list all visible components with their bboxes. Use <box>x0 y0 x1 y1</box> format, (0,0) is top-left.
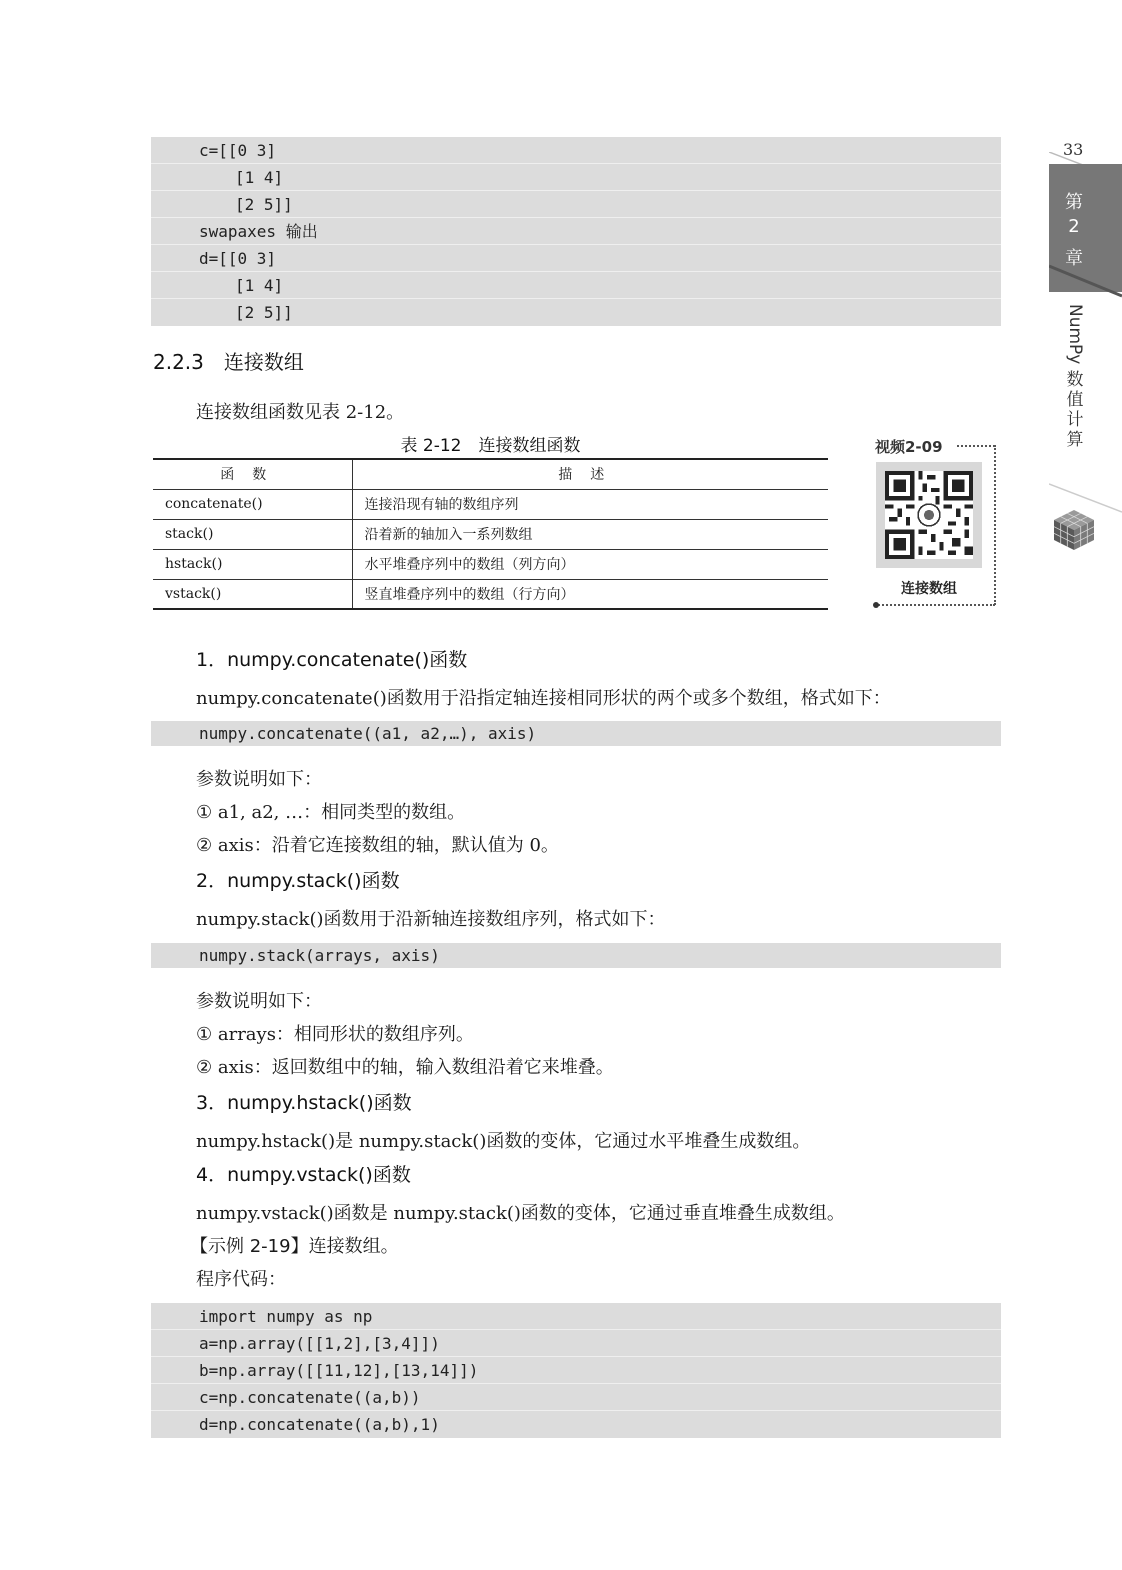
param-item: ② axis：沿着它连接数组的轴，默认值为 0。 <box>196 835 559 856</box>
paragraph: numpy.concatenate()函数用于沿指定轴连接相同形状的两个或多个数组，格式如下： <box>196 688 891 709</box>
code-line: b=np.array([[11,12],[13,14]]) <box>151 1357 1001 1384</box>
table-row <box>153 579 828 609</box>
table-cell-function: hstack() <box>153 549 352 579</box>
code-line: d=np.concatenate((a,b),1) <box>199 1415 440 1434</box>
code-block-example <box>151 1303 1001 1438</box>
table-cell-description: 水平堆叠序列中的数组（列方向） <box>352 549 828 579</box>
table-row <box>153 489 828 519</box>
table-header-function: 函数 <box>153 459 352 489</box>
subsection-heading-hstack: 3．numpy.hstack()函数 <box>196 1092 412 1114</box>
chapter-title-char: 数 <box>1066 370 1084 391</box>
code-block-concatenate-syntax <box>151 721 1001 746</box>
subsection-heading-concatenate: 1．numpy.concatenate()函数 <box>196 649 468 671</box>
table-cell-description: 沿着新的轴加入一系列数组 <box>352 519 828 549</box>
paragraph: numpy.hstack()是 numpy.stack()函数的变体，它通过水平堆叠生成数组。 <box>196 1131 811 1152</box>
param-item: ① arrays：相同形状的数组序列。 <box>196 1024 474 1045</box>
example-heading <box>190 1232 399 1258</box>
rubiks-cube-icon <box>1050 506 1098 554</box>
code-block-stack-syntax <box>151 943 1001 968</box>
code-block-swapaxes-output <box>151 137 1001 326</box>
chapter-title <box>1062 304 1088 450</box>
table-cell-function: vstack() <box>153 579 352 609</box>
table-cell-function: concatenate() <box>153 489 352 519</box>
chapter-char: 2 <box>1068 216 1080 237</box>
section-heading: 2.2.3 连接数组 <box>153 350 304 374</box>
code-line: a=np.array([[1,2],[3,4]]) <box>151 1330 1001 1357</box>
chapter-title-char: 值 <box>1066 390 1084 411</box>
video-qr-box[interactable] <box>873 436 998 608</box>
code-line: c=[[0 3] <box>151 137 1001 164</box>
video-caption: 连接数组 <box>901 581 957 597</box>
code-line: [1 4] <box>151 164 1001 191</box>
code-line: [2 5]] <box>235 303 293 322</box>
function-table <box>153 458 828 610</box>
dotted-border <box>994 445 996 605</box>
paragraph: numpy.stack()函数用于沿新轴连接数组序列，格式如下： <box>196 909 666 930</box>
subsection-heading-stack: 2．numpy.stack()函数 <box>196 870 400 892</box>
table-row <box>153 549 828 579</box>
param-item: ① a1, a2, …：相同类型的数组。 <box>196 802 466 823</box>
code-line: numpy.stack(arrays, axis) <box>199 946 440 965</box>
chapter-title-char: 算 <box>1066 430 1084 451</box>
dotted-border <box>875 604 995 606</box>
chapter-title-latin: NumPy <box>1065 304 1085 365</box>
table-row <box>153 519 828 549</box>
paragraph: numpy.vstack()函数是 numpy.stack()函数的变体，它通过垂直堆叠生成数组。 <box>196 1203 845 1224</box>
table-cell-description: 连接沿现有轴的数组序列 <box>352 489 828 519</box>
param-title: 参数说明如下： <box>196 769 322 790</box>
section-intro: 连接数组函数见表 2-12。 <box>196 402 405 423</box>
table-cell-function: stack() <box>153 519 352 549</box>
table-cell-description: 竖直堆叠序列中的数组（行方向） <box>364 586 575 603</box>
divider-line <box>1049 264 1122 298</box>
param-title: 参数说明如下： <box>196 991 322 1012</box>
dot-marker <box>873 602 879 608</box>
example-label: 【示例 2-19】 <box>190 1236 309 1257</box>
chapter-char: 第 <box>1065 192 1083 213</box>
table-caption: 表 2-12 连接数组函数 <box>400 436 581 456</box>
table-header-row <box>153 459 828 489</box>
video-label: 视频2-09 <box>875 438 943 456</box>
table-header-description: 描述 <box>352 459 828 489</box>
code-line: [1 4] <box>151 272 1001 299</box>
chapter-title-char: 计 <box>1066 410 1084 431</box>
code-line: numpy.concatenate((a1, a2,…), axis) <box>199 724 537 743</box>
subsection-heading-vstack: 4．numpy.vstack()函数 <box>196 1164 411 1186</box>
program-label: 程序代码： <box>196 1269 286 1290</box>
code-line: c=np.concatenate((a,b)) <box>151 1384 1001 1411</box>
example-text: 连接数组。 <box>308 1236 399 1257</box>
code-line: d=[[0 3] <box>151 245 1001 272</box>
chapter-char: 章 <box>1065 248 1083 269</box>
dotted-border <box>957 445 995 447</box>
qr-code-icon[interactable] <box>885 471 973 559</box>
code-line: swapaxes 输出 <box>151 218 1001 245</box>
code-line: import numpy as np <box>151 1303 1001 1330</box>
code-line: [2 5]] <box>151 191 1001 218</box>
page-number: 33 <box>1063 140 1084 159</box>
param-item: ② axis：返回数组中的轴，输入数组沿着它来堆叠。 <box>196 1057 614 1078</box>
